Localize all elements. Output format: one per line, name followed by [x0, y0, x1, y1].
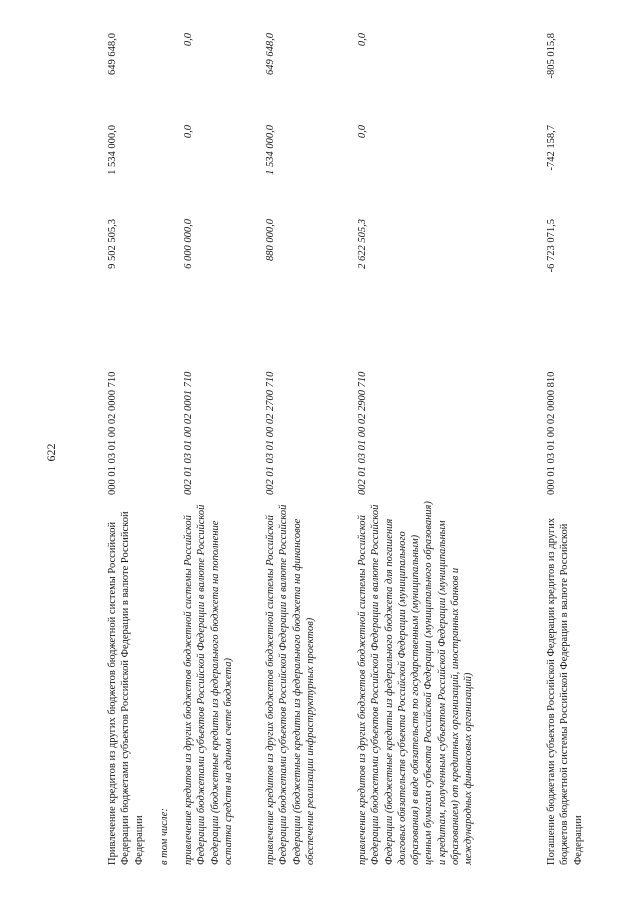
row-value-1: 2 622 505,3	[357, 219, 368, 269]
row-value-3: 0,0	[183, 33, 194, 47]
row-code: 002 01 03 01 00 02 2700 710	[265, 371, 276, 495]
row-name: привлечение кредитов из других бюджетов бюджетной системы Российской Федерации бюджетами субъектов Российской Федерации в валюте Российской Федерации (бюджетные кредиты из федерального бюджета для погашения долговых обязательств субъекта Российской Федерации (муниципального образования) в виде обязательств по государственным (муниципальным) ценным бумагам субъекта Российской Федерации (муниципального образования) и кредитам, полученным субъектом Российской Федерации (муниципальным образованием) от кредитных организаций, иностранных банков и международных финансовых организаций)	[357, 501, 475, 865]
row-value-2: -742 158,7	[546, 125, 557, 171]
row-value-1: 9 502 505,3	[107, 219, 118, 269]
row-code: 002 01 03 01 00 02 2900 710	[357, 371, 368, 495]
row-value-3: 0,0	[357, 33, 368, 47]
row-value-3: 649 648,0	[265, 33, 276, 75]
row-value-1: 6 000 000,0	[183, 219, 194, 269]
row-code: 000 01 03 01 00 02 0000 710	[107, 371, 118, 495]
row-value-2: 1 534 000,0	[107, 125, 118, 175]
row-name: Привлечение кредитов из других бюджетов бюджетной системы Российской Федерации бюджетами субъектов Российской Федерации в валюте Российской Федерации	[107, 511, 145, 865]
row-subheading: в том числе:	[159, 808, 170, 865]
row-name: привлечение кредитов из других бюджетов бюджетной системы Российской Федерации бюджетами субъектов Российской Федерации в валюте Российской Федерации (бюджетные кредиты из федерального бюджета на финансовое обеспечение реализации инфраструктурных проектов)	[265, 504, 316, 865]
row-code: 002 01 03 01 00 02 0001 710	[183, 371, 194, 495]
row-value-2: 1 534 000,0	[265, 125, 276, 175]
row-value-3: 649 648,0	[107, 33, 118, 75]
row-code: 000 01 03 01 00 02 0000 810	[546, 371, 557, 495]
page-number: 622	[44, 443, 58, 462]
row-name: Погашение бюджетами субъектов Российской Федерации кредитов из других бюджетов бюджетной системы Российской Федерации в валюте Российской Федерации	[546, 517, 584, 865]
row-value-1: 880 000,0	[265, 219, 276, 261]
row-value-3: -805 015,8	[546, 33, 557, 79]
row-value-1: -6 723 071,5	[546, 219, 557, 273]
row-name: привлечение кредитов из других бюджетов бюджетной системы Российской Федерации бюджетами субъектов Российской Федерации в валюте Российской Федерации (бюджетные кредиты из федерального бюджета на пополнение остатка средств на едином счете бюджета)	[183, 504, 234, 865]
row-value-2: 0,0	[357, 125, 368, 139]
row-value-2: 0,0	[183, 125, 194, 139]
